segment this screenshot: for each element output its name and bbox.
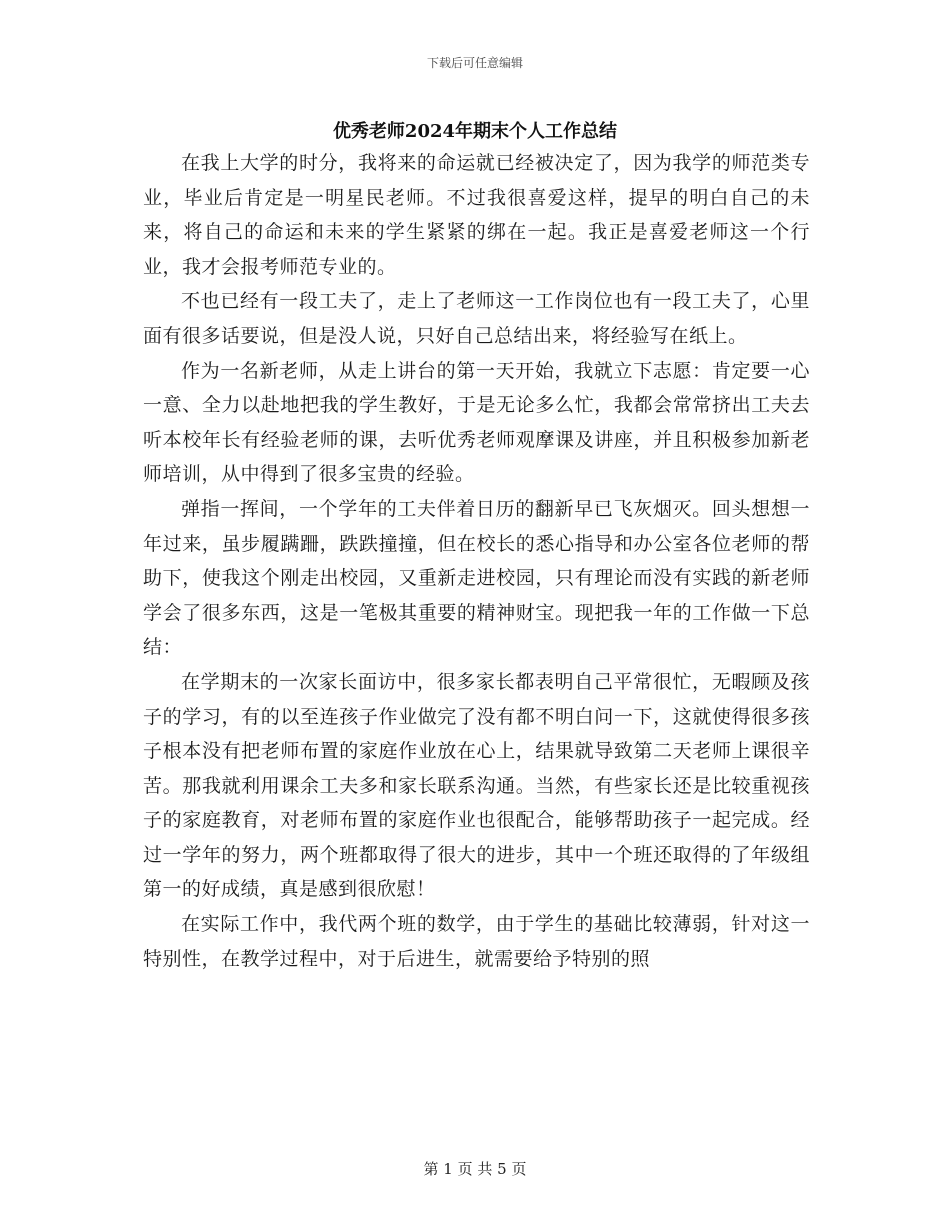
paragraph: 在我上大学的时分，我将来的命运就已经被决定了，因为我学的师范类专业，毕业后肯定是一明星民老师。不过我很喜爱这样，提早的明白自己的未来，将自己的命运和未来的学生紧紧的绑在一起。我正是喜爱老师这一个行业，我才会报考师范专业的。 — [143, 152, 810, 278]
paragraph: 作为一名新老师，从走上讲台的第一天开始，我就立下志愿：肯定要一心一意、全力以赴地把我的学生教好，于是无论多么忙，我都会常常挤出工夫去听本校年长有经验老师的课，去听优秀老师观摩课及讲座，并且积极参加新老师培训，从中得到了很多宝贵的经验。 — [143, 359, 810, 486]
paragraph: 弹指一挥间，一个学年的工夫伴着日历的翻新早已飞灰烟灭。回头想想一年过来，虽步履蹒跚，跌跌撞撞，但在校长的悉心指导和办公室各位老师的帮助下，使我这个刚走出校园，又重新走进校园，只有理论而没有实践的新老师学会了很多东西，这是一笔极其重要的精神财宝。现把我一年的工作做一下总结： — [143, 497, 810, 659]
paragraph: 在实际工作中，我代两个班的数学，由于学生的基础比较薄弱，针对这一特别性，在教学过程中，对于后进生，就需要给予特别的照 — [143, 913, 810, 970]
page-title: 优秀老师2024年期末个人工作总结 — [332, 121, 618, 142]
document-body — [143, 146, 810, 976]
header-note: 下载后可任意编辑 — [426, 56, 523, 70]
paragraph: 不也已经有一段工夫了，走上了老师这一工作岗位也有一段工夫了，心里面有很多话要说，但是没人说，只好自己总结出来，将经验写在纸上。 — [143, 290, 810, 347]
paragraph: 在学期末的一次家长面访中，很多家长都表明自己平常很忙，无暇顾及孩子的学习，有的以至连孩子作业做完了没有都不明白问一下，这就使得很多孩子根本没有把老师布置的家庭作业放在心上，结果就导致第二天老师上课很辛苦。那我就利用课余工夫多和家长联系沟通。当然，有些家长还是比较重视孩子的家庭教育，对老师布置的家庭作业也很配合，能够帮助孩子一起完成。经过一学年的努力，两个班都取得了很大的进步，其中一个班还取得的了年级组第一的好成绩，真是感到很欣慰！ — [143, 670, 810, 901]
page-indicator: 第 1 页 共 5 页 — [423, 1160, 527, 1178]
